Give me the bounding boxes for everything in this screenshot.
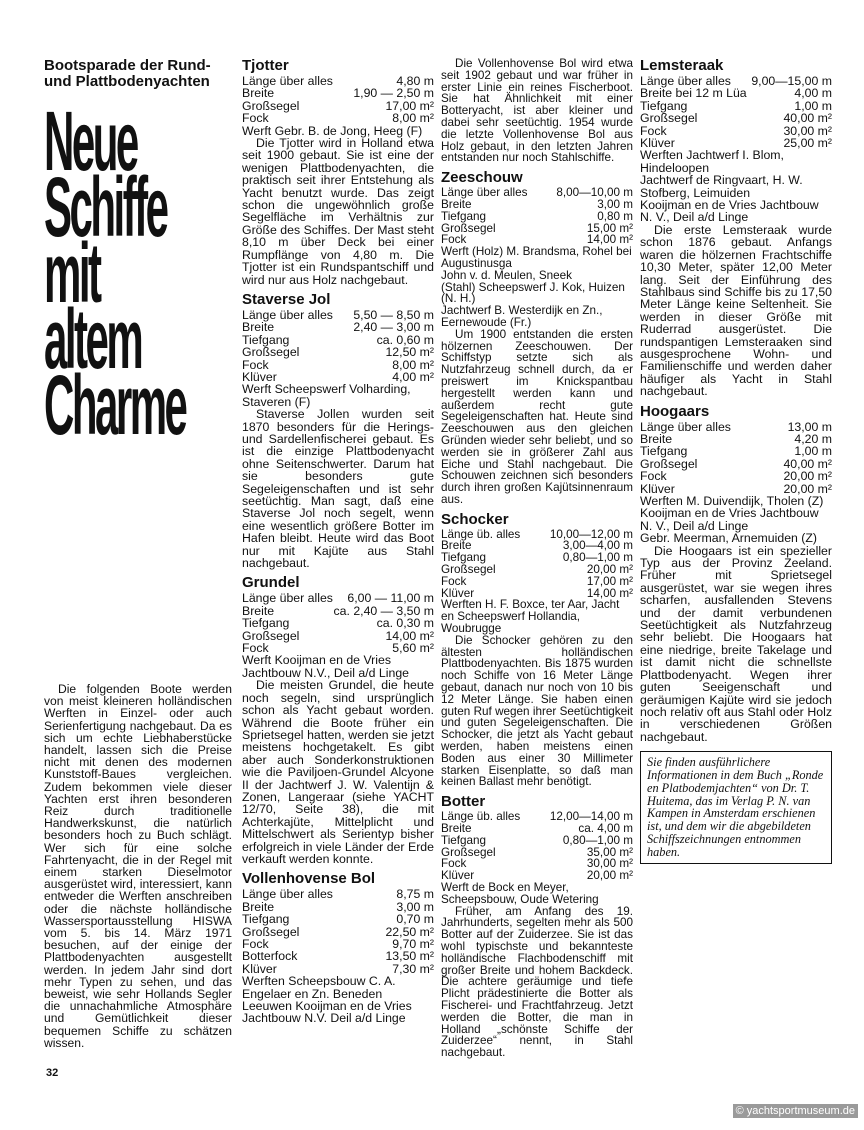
spec-label: Länge üb. alles <box>441 527 521 541</box>
spec-label: Klüver <box>640 136 675 151</box>
spec-row <box>242 87 434 99</box>
headline-line: Charme <box>44 358 186 452</box>
boat-text: Die meisten Grundel, die heute noch segeln, sind ursprünglich schon als Yacht gebaut worden. Während die Boote früher ein Sprietsegel hatten, werden sie jetzt meistens hochgetakelt. Es gibt aber auch Sonderkonstruktionen wie die Paviljoen-Grundel Alcyone II der Jachtwerf J. W. Valentijn & Zonen, Langeraar (siehe YACHT 12/70, Seite 38), die mit Achterkajüte, Mittelplicht und Mittelschwert als Serientyp bisher erfolgreich in viele Länder der Erde verkauft werden konnte. <box>242 678 434 866</box>
spec-row <box>441 199 633 211</box>
column-1 <box>44 57 232 452</box>
spec-label: Tiefgang <box>640 98 688 113</box>
boat-yard: Werften Scheepsbouw C. A. Engelaer en Zn. Beneden Leeuwen Kooijman en de Vries Jachtbouw N.V. Deil a/d Linge <box>242 974 412 1026</box>
spec-value: 20,00 m² <box>586 563 633 577</box>
spec-label: Botterfock <box>242 949 298 964</box>
spec-row <box>242 346 434 358</box>
spec-row <box>242 321 434 333</box>
boat-yard: (Stahl) Scheepswerf J. Kok, Huizen (N. H.) <box>441 280 625 306</box>
spec-label: Fock <box>242 357 269 372</box>
spec-table <box>242 309 434 383</box>
page-number: 32 <box>46 1067 59 1079</box>
spec-label: Breite bei 12 m Lüa <box>640 86 747 101</box>
spec-value: 8,00 m² <box>392 111 434 126</box>
boat-name: Botter <box>441 793 486 811</box>
spec-label: Großsegel <box>242 98 300 113</box>
spec-value: 22,50 m² <box>385 924 434 939</box>
spec-value: 4,00 m <box>794 86 832 101</box>
spec-label: Großsegel <box>242 924 300 939</box>
boat-text: Die Schocker gehören zu den ältesten holländischen Plattbodenyachten. Bis 1875 wurden noch Schiffe von 16 Meter Länge gebaut, danach nur noch von 10 bis 12 Meter Länge. Sie haben einen guten Ruf wegen ihrer Seetüchtigkeit und guten Segeleigenschaften. Die Schocker, die jetzt als Yacht gebaut werden, haben meistens einen Boden aus einer 30 Millimeter starken Eisenplatte, so daß man keinen Ballast mehr benötigt. <box>441 633 633 789</box>
intro-text: Die folgenden Boote werden von meist kleineren holländischen Werften in Einzel- oder auch Serienfertigung nachgebaut. Da es sich um echte Liebhaberstücke handelt, lassen sich die Preise nicht mit denen des modernen Kunststoff-Baues vergleichen. Zudem bekommen viele dieser Yachten erst ihren besonderen Reiz durch traditionelle Handwerkskunst, die natürlich besonders hoch zu Buch schlägt. Wer sich für eine solche Fahrtenyacht, die in der Regel mit einem starken Dieselmotor ausgerüstet wird, interessiert, kann entweder die Werften anschreiben oder die nächste holländische Wassersportausstellung HISWA vom 5. bis 14. März 1971 besuchen, auf der einige der Plattbodenyachten ausgestellt werden. In jedem Jahr sind dort mehr Typen zu sehen, und das beweist, wie sehr Hollands Segler die unnachahmliche Atmosphäre und Gemütlichkeit dieser bequemen Schiffe zu schätzen wissen. <box>44 682 232 1050</box>
boat-lemsteraak <box>640 58 832 398</box>
spec-value: 3,00 m <box>597 197 633 211</box>
boat-schocker <box>441 512 633 789</box>
spec-value: 14,00 m² <box>586 586 633 600</box>
spec-label: Breite <box>441 539 472 553</box>
spec-row <box>441 835 633 847</box>
spec-label: Fock <box>441 574 467 588</box>
headline-line: altem <box>44 292 142 386</box>
spec-value: 17,00 m² <box>586 574 633 588</box>
spec-row <box>242 888 434 900</box>
boat-text: Staverse Jollen wurden seit 1870 besonders für die Herings- und Sardellenfischerei gebaut. Es ist die einzige Plattbodenyacht ohne Seitenschwerter. Darum hat sie besonders gute Segeleigenschaften und ist sehr seetüchtig. Man sagt, daß eine Staverse Jol noch segelt, wenn eine wesentlich größere Botter im Hafen bleibt. Heute wird das Boot nur mit Kajüte aus Stahl nachgebaut. <box>242 407 434 571</box>
boat-yard: Werft Gebr. B. de Jong, Heeg (F) <box>242 123 423 138</box>
spec-row <box>242 617 434 629</box>
spec-label: Großsegel <box>441 845 496 859</box>
boat-yard: Kooijman en de Vries Jachtbouw N. V., Deil a/d Linge <box>640 198 819 225</box>
watermark-credit: © yachtsportmuseum.de <box>733 1104 858 1118</box>
column-4 <box>640 58 832 864</box>
spec-value: 8,00 m² <box>392 357 434 372</box>
spec-value: 0,80—1,00 m <box>562 551 633 565</box>
spec-value: 3,00—4,00 m <box>562 539 633 553</box>
spec-label: Fock <box>242 111 269 126</box>
spec-row <box>640 112 832 124</box>
spec-value: 5,60 m² <box>392 641 434 656</box>
boat-yard: Werft de Bock en Meyer, Scheepsbouw, Oude Wetering <box>441 881 599 906</box>
spec-label: Tiefgang <box>441 833 487 847</box>
boat-text: Die Hoogaars ist ein spezieller Typ aus der Provinz Zeeland. Früher mit Sprietsegel ausgerüstet, war sie wegen ihres scharfen, ausfallenden Stevens und der damit verbundenen Seetüchtigkeit als Nutzfahrzeug sehr beliebt. Die Hoogaars hat eine niedrige, breite Takelage und ist damit nicht die schnellste Plattbodenyacht. Wegen ihrer guten Seeigenschaft und geräumigen Kajüte wird sie jedoch noch relativ oft aus Stahl oder Holz in verschiedenen Größen nachgebaut. <box>640 543 832 744</box>
spec-table <box>441 811 633 882</box>
spec-label: Fock <box>640 469 667 484</box>
intro-section <box>44 683 232 1049</box>
spec-label: Breite <box>441 197 472 211</box>
spec-value: 0,80 m <box>597 209 633 223</box>
spec-label: Länge über alles <box>242 74 333 88</box>
spec-label: Länge über alles <box>242 887 333 902</box>
spec-row <box>640 470 832 482</box>
spec-value: 4,80 m <box>396 74 434 88</box>
spec-label: Großsegel <box>441 221 496 235</box>
spec-row <box>242 913 434 925</box>
spec-table <box>441 187 633 246</box>
spec-row <box>640 87 832 99</box>
book-reference-note: Sie finden ausführlichere Informationen in dem Buch „Ronde en Platbodemjachten“ von Dr. T. Huitema, das im Verlag P. N. van Kampen in Amsterdam erschienen ist, und dem wir die abgebildeten Schiffszeichnungen entnommen haben. <box>640 751 832 863</box>
spec-label: Länge üb. alles <box>441 810 521 824</box>
spec-row <box>640 445 832 457</box>
spec-value: 13,00 m <box>787 419 832 434</box>
boat-name: Staverse Jol <box>242 290 331 308</box>
boat-name: Schocker <box>441 510 509 528</box>
spec-value: 14,00 m² <box>385 628 434 643</box>
spec-value: 20,00 m² <box>783 469 832 484</box>
boat-name: Lemsteraak <box>640 57 724 74</box>
spec-label: Breite <box>441 822 472 836</box>
spec-label: Fock <box>441 857 467 871</box>
spec-value: 0,70 m <box>396 912 434 927</box>
boat-name: Grundel <box>242 574 300 592</box>
boat-yard: Werft Kooijman en de Vries Jachtbouw N.V., Deil a/d Linge <box>242 653 410 680</box>
spec-value: 15,00 m² <box>586 221 633 235</box>
spec-value: 1,00 m <box>794 98 832 113</box>
spec-value: 9,70 m² <box>392 937 434 951</box>
spec-value: 5,50 — 8,50 m <box>353 307 434 322</box>
spec-row <box>242 112 434 124</box>
spec-label: Klüver <box>242 369 277 384</box>
spec-label: Tiefgang <box>640 444 688 459</box>
boat-tjotter <box>242 58 434 286</box>
spec-row <box>441 576 633 588</box>
boat-name: Hoogaars <box>640 402 710 420</box>
spec-table <box>640 421 832 495</box>
boat-yard: Kooijman en de Vries Jachtbouw N. V., Deil a/d Linge <box>640 506 819 533</box>
boat-text: Die Vollenhovense Bol wird etwa seit 1902 gebaut und war früher in erster Linie ein reines Fischerboot. Sie hat Ähnlichkeit mit einer Botteryacht, ist aber kleiner und dabei sehr seetüchtig. 1954 wurde die letzte Vollenhovense Bol aus Holz gebaut, in den letzten Jahren entstanden nur noch Stahlschiffe. <box>441 57 633 165</box>
spec-label: Länge über alles <box>640 74 731 88</box>
spec-value: 8,75 m <box>396 887 434 902</box>
column-2 <box>242 58 434 1025</box>
column-3 <box>441 58 633 1059</box>
spec-label: Fock <box>640 123 667 138</box>
boat-name: Zeeschouw <box>441 169 523 187</box>
spec-label: Tiefgang <box>441 209 487 223</box>
spec-label: Länge über alles <box>242 307 333 322</box>
boat-staverse-jol <box>242 292 434 570</box>
boat-yard: Werft Scheepswerf Volharding, Staveren (F) <box>242 382 411 409</box>
spec-table <box>640 75 832 149</box>
spec-value: 10,00—12,00 m <box>549 527 633 541</box>
kicker: Bootsparade der Rund- und Plattbodenyachten <box>44 57 211 90</box>
spec-value: 14,00 m² <box>586 233 633 247</box>
boat-vollenhovense-bol-specs <box>242 871 434 1024</box>
boat-name: Tjotter <box>242 57 289 74</box>
spec-value: 4,20 m <box>794 431 832 446</box>
spec-value: 2,40 — 3,00 m <box>353 320 434 335</box>
boat-name: Vollenhovense Bol <box>242 870 376 888</box>
boat-botter <box>441 794 633 1059</box>
boat-yard: Werften Jachtwerf I. Blom, Hindeloopen <box>640 148 784 175</box>
spec-label: Klüver <box>441 869 475 883</box>
spec-value: 6,00 — 11,00 m <box>347 591 434 606</box>
spec-table <box>242 75 434 125</box>
spec-value: ca. 0,30 m <box>376 616 434 631</box>
spec-table <box>441 529 633 600</box>
spec-value: ca. 0,60 m <box>376 332 434 347</box>
spec-value: 20,00 m² <box>586 869 633 883</box>
spec-label: Länge über alles <box>242 591 333 606</box>
boat-yard: Werften M. Duivendijk, Tholen (Z) <box>640 494 824 508</box>
spec-value: 0,80—1,00 m <box>562 833 633 847</box>
spec-label: Breite <box>242 320 275 335</box>
boat-yard: Jachtwerf de Ringvaart, H. W. Stofberg, Leimuiden <box>640 173 803 200</box>
boat-text: Früher, am Anfang des 19. Jahrhunderts, segelten mehr als 500 Botter auf der Zuiderzee. Sie ist das wohl typischste und bekannteste holländische Flachbodenschiff mit großer Breite und hohem Backdeck. Die achtere geräumige und tiefe Plicht prädestinierte die Botter als Fischerei- und Frachtfahrzeug. Jetzt werden die Botter, die man in Holland „schönste Schiffe der Zuiderzee“ nennt, in Stahl nachgebaut. <box>441 904 633 1060</box>
headline-line: mit <box>44 226 100 320</box>
spec-table <box>242 592 434 654</box>
spec-row <box>242 592 434 604</box>
spec-label: Breite <box>242 899 275 914</box>
spec-label: Breite <box>640 431 673 446</box>
boat-zeeschouw <box>441 170 633 506</box>
spec-value: 1,00 m <box>794 444 832 459</box>
spec-value: 1,90 — 2,50 m <box>353 86 434 101</box>
spec-row <box>441 211 633 223</box>
spec-value: 30,00 m² <box>586 857 633 871</box>
spec-table <box>242 888 434 975</box>
spec-label: Tiefgang <box>242 332 290 347</box>
spec-label: Fock <box>242 937 269 951</box>
boat-yard: Gebr. Meerman, Arnemuiden (Z) <box>640 531 818 546</box>
spec-label: Klüver <box>242 961 277 976</box>
spec-value: 17,00 m² <box>385 98 434 113</box>
boat-yard: Jachtwerf B. Westerdijk en Zn., Eernewoude (Fr.) <box>441 304 603 329</box>
spec-label: Tiefgang <box>242 912 290 927</box>
spec-value: 12,00—14,00 m <box>549 810 633 824</box>
spec-label: Fock <box>441 233 467 247</box>
boat-text: Die Tjotter wird in Holland etwa seit 1900 gebaut. Sie ist eine der wenigen Plattbodenyachten, die praktisch seit ihrer Entstehung als Yacht benutzt wurde. Das zeigt schon die ungewöhnlich große Segelfläche im Verhältnis zur Größe des Schiffes. Der Mast steht 8,10 m über Deck bei einer Rumpflänge von 4,80 m. Die Tjotter ist ein Rundspantschiff und wird nur aus Holz nachgebaut. <box>242 136 434 287</box>
spec-value: 35,00 m² <box>586 845 633 859</box>
spec-value: 9,00—15,00 m <box>751 74 832 88</box>
spec-label: Klüver <box>640 481 675 496</box>
spec-label: Länge über alles <box>640 419 731 434</box>
headline-line: Neue <box>44 94 137 188</box>
spec-label: Fock <box>242 641 269 656</box>
spec-value: 30,00 m² <box>783 123 832 138</box>
spec-value: 8,00—10,00 m <box>556 186 633 200</box>
spec-label: Breite <box>242 86 275 101</box>
boat-text: Die erste Lemsteraak wurde schon 1876 gebaut. Anfangs waren die hölzernen Frachtschiffe 10,30 Meter, später 12,00 Meter lang. Seit der Einführung des Stahlbaus sind Schiffe bis zu 17,50 Meter Länge keine Seltenheit. Sie werden in dieser Größe mit Ruderrad ausgerüstet. Die rundspantigen Lemsteraaken sind ausgesprochene Wohn- und Familienschiffe und werden daher häufiger als Yacht in Stahl nachgebaut. <box>640 222 832 399</box>
spec-label: Tiefgang <box>441 551 487 565</box>
spec-label: Großsegel <box>242 345 300 360</box>
spec-label: Breite <box>242 603 275 618</box>
boat-grundel <box>242 575 434 865</box>
spec-label: Länge über alles <box>441 186 528 200</box>
boat-yard: John v. d. Meulen, Sneek <box>441 268 573 282</box>
spec-value: ca. 2,40 — 3,50 m <box>333 603 434 618</box>
spec-value: ca. 4,00 m <box>578 822 633 836</box>
spec-value: 40,00 m² <box>783 111 832 126</box>
headline <box>44 94 234 452</box>
spec-value: 12,50 m² <box>385 345 434 360</box>
spec-value: 20,00 m² <box>783 481 832 496</box>
spec-label: Großsegel <box>242 628 300 643</box>
spec-label: Tiefgang <box>242 616 290 631</box>
spec-row <box>242 950 434 962</box>
spec-value: 3,00 m <box>396 899 434 914</box>
spec-value: 4,00 m² <box>392 369 434 384</box>
boat-text: Um 1900 entstanden die ersten hölzernen Zeeschouwen. Der Schiffstyp setzte sich als Nutzfahrzeug schnell durch, da er preiswert im Knickspantbau hergestellt werden kann und außerdem recht gute Segeleigenschaften hat. Heute sind Zeeschouwen aus den gleichen Gründen wieder sehr beliebt, und so werden sie in größerer Zahl aus Eiche und Stahl nachgebaut. Die Schouwen zeichnen sich besonders durch ihren großen Kajütsinnenraum aus. <box>441 327 633 506</box>
spec-label: Großsegel <box>640 111 698 126</box>
spec-value: 25,00 m² <box>783 136 832 151</box>
spec-label: Großsegel <box>441 563 496 577</box>
spec-value: 40,00 m² <box>783 456 832 471</box>
boat-hoogaars <box>640 404 832 744</box>
spec-label: Klüver <box>441 586 475 600</box>
spec-label: Großsegel <box>640 456 698 471</box>
spec-value: 7,30 m² <box>392 961 434 976</box>
spec-value: 13,50 m² <box>385 949 434 964</box>
boat-yard: Werft (Holz) M. Brandsma, Rohel bei Augustinusga <box>441 245 632 270</box>
boat-yard: Werften H. F. Boxce, ter Aar, Jacht en Scheepswerf Hollandia, Woubrugge <box>441 598 620 636</box>
headline-line: Schiffe <box>44 160 167 254</box>
